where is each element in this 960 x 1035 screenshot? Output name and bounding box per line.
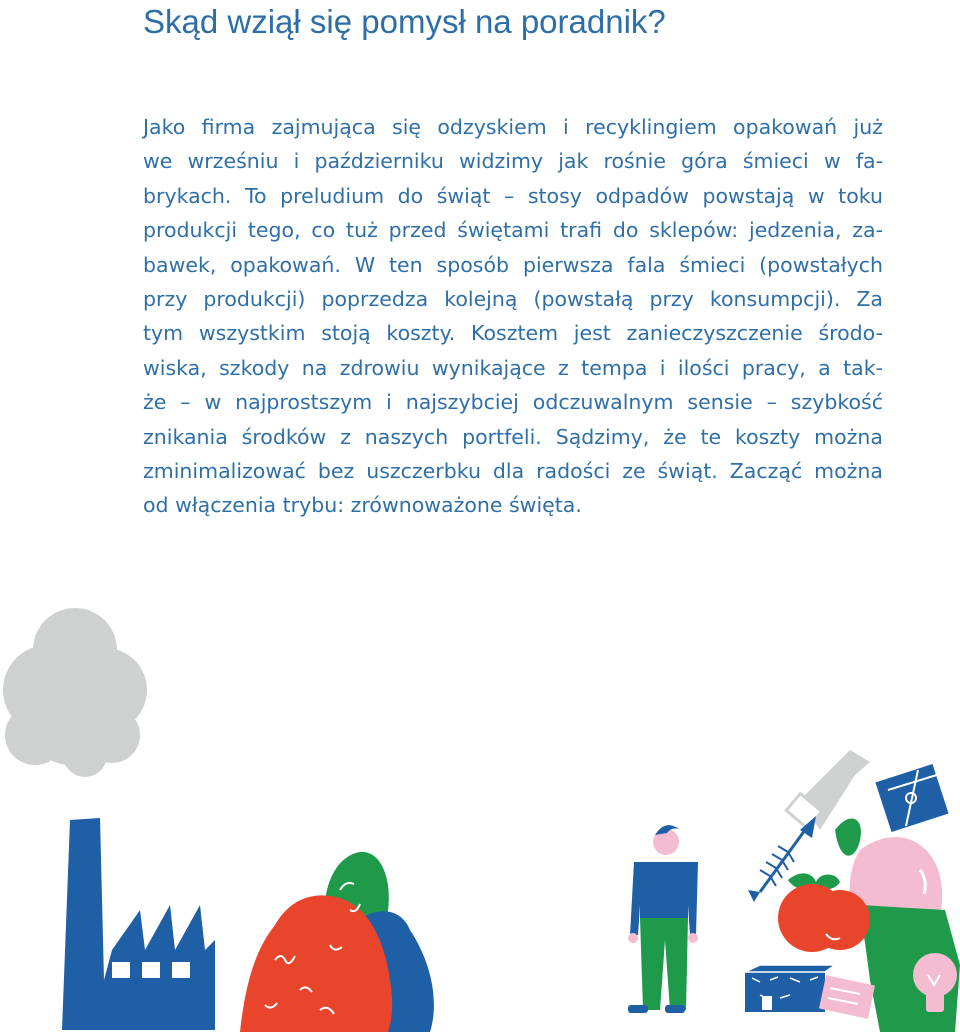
smoke-cloud — [3, 608, 147, 777]
body-line: przy produkcji) poprzedza kolejną (powstałą przy konsumpcji). Za — [143, 287, 883, 312]
illustration — [0, 600, 960, 1035]
body-line: zminimalizować bez uszczerbku dla radości ze świąt. Zacząć można — [143, 459, 883, 484]
body-line: znikania środków z naszych portfeli. Sądzimy, że te koszty można — [143, 424, 883, 449]
gift-box-icon — [875, 764, 948, 832]
waste-mound-icon — [240, 852, 434, 1032]
bottle-icon — [786, 750, 870, 830]
body-line: że – w najprostszym i najszybciej odczuwalnym sensie – szybkość — [143, 390, 883, 415]
body-line: produkcji tego, co tuż przed świętami trafi do sklepów: jedzenia, za- — [143, 218, 883, 243]
body-line: bawek, opakowań. W ten sposób pierwsza fala śmieci (powstałych — [143, 252, 883, 277]
body-line: tym wszystkim stoją koszty. Kosztem jest zanieczyszczenie środo- — [143, 321, 883, 346]
body-paragraph — [143, 110, 883, 523]
body-line: od włączenia trybu: zrównoważone święta. — [143, 493, 582, 518]
body-line: brykach. To preludium do świąt – stosy odpadów powstają w toku — [143, 183, 883, 208]
body-line: Jako firma zajmująca się odzyskiem i recyklingiem opakowań już — [143, 115, 883, 139]
factory-icon — [62, 818, 215, 1030]
person-icon — [628, 825, 698, 1013]
pink-paper-icon — [819, 975, 875, 1019]
body-line: wiska, szkody na zdrowiu wynikające z tempa i ilości pracy, a tak- — [143, 355, 883, 380]
page-title: Skąd wziął się pomysł na poradnik? — [143, 3, 666, 40]
body-line: we wrześniu i październiku widzimy jak rośnie góra śmieci w fa- — [143, 149, 883, 174]
